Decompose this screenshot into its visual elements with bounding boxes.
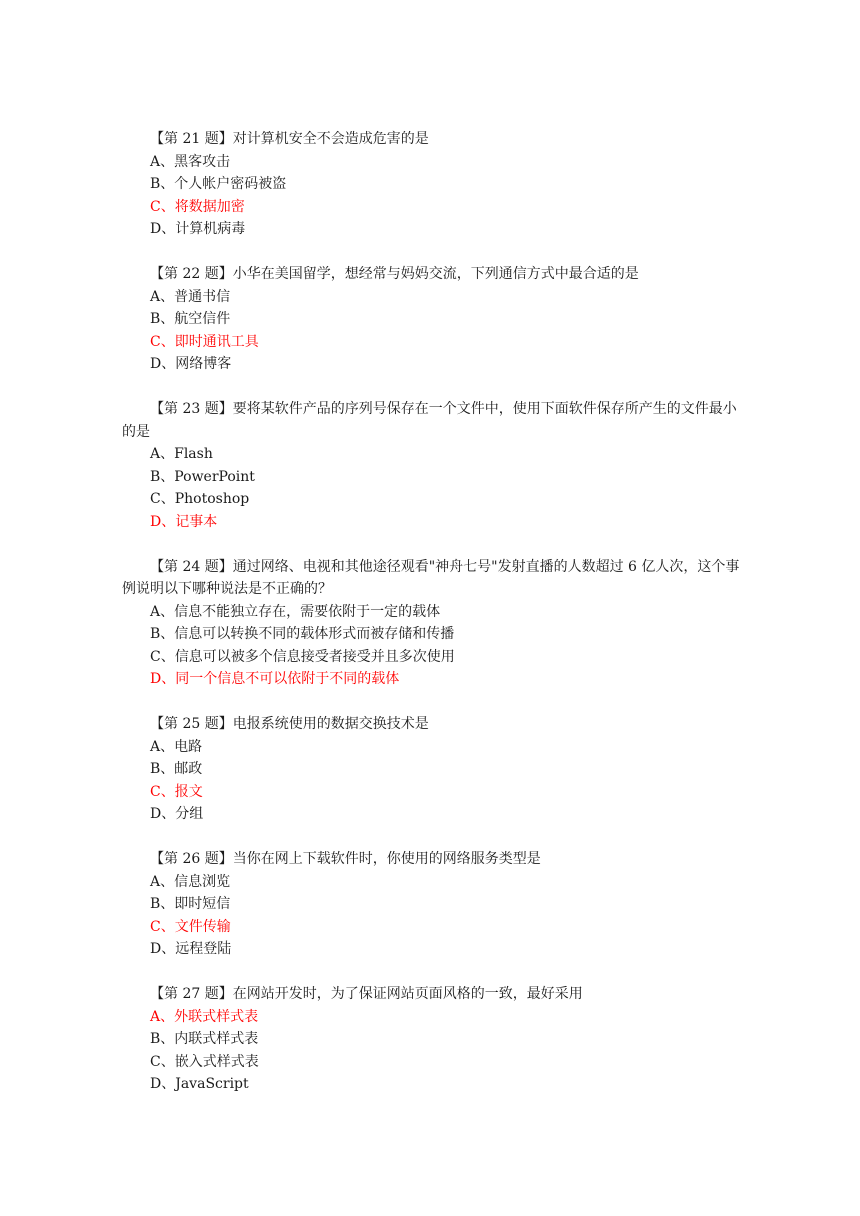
option-b: B、航空信件 — [150, 311, 231, 328]
option-a: A、Flash — [150, 446, 213, 463]
option-c: C、报文 — [150, 783, 203, 800]
question-list — [122, 128, 742, 1118]
option-c: C、文件传输 — [150, 918, 231, 935]
option-b: B、信息可以转换不同的载体形式而被存储和传播 — [150, 626, 455, 643]
question-21 — [122, 128, 742, 241]
question-stem: 【第 23 题】要将某软件产品的序列号保存在一个文件中，使用下面软件保存所产生的文件最小的是 — [122, 400, 737, 440]
question-23 — [122, 398, 742, 534]
option-a: A、普通书信 — [150, 288, 231, 305]
option-a: A、黑客攻击 — [150, 153, 231, 170]
question-22 — [122, 263, 742, 376]
question-stem: 【第 21 题】对计算机安全不会造成危害的是 — [150, 131, 429, 147]
option-d: D、记事本 — [150, 513, 218, 530]
question-25 — [122, 713, 742, 826]
question-27 — [122, 983, 742, 1096]
option-d: D、分组 — [150, 806, 204, 823]
option-c: C、即时通讯工具 — [150, 333, 259, 350]
option-d: D、远程登陆 — [150, 941, 232, 958]
option-c: C、信息可以被多个信息接受者接受并且多次使用 — [150, 648, 455, 665]
option-b: B、邮政 — [150, 761, 203, 778]
option-c: C、嵌入式样式表 — [150, 1053, 259, 1070]
option-c: C、将数据加密 — [150, 198, 245, 215]
option-a: A、信息浏览 — [150, 873, 231, 890]
question-stem: 【第 27 题】在网站开发时，为了保证网站页面风格的一致，最好采用 — [150, 986, 583, 1002]
option-b: B、个人帐户密码被盗 — [150, 176, 287, 193]
question-stem: 【第 24 题】通过网络、电视和其他途径观看"神舟七号"发射直播的人数超过 6 亿人次，这个事例说明以下哪种说法是不正确的？ — [122, 558, 740, 598]
option-d: D、计算机病毒 — [150, 221, 246, 238]
option-a: A、外联式样式表 — [150, 1008, 259, 1025]
question-stem: 【第 22 题】小华在美国留学，想经常与妈妈交流，下列通信方式中最合适的是 — [150, 265, 639, 282]
question-stem: 【第 26 题】当你在网上下载软件时，你使用的网络服务类型是 — [150, 851, 541, 868]
option-b: B、内联式样式表 — [150, 1031, 259, 1048]
option-d: D、网络博客 — [150, 356, 232, 373]
question-24 — [122, 556, 742, 692]
option-a: A、电路 — [150, 738, 203, 755]
option-c: C、Photoshop — [150, 491, 250, 508]
option-a: A、信息不能独立存在，需要依附于一定的载体 — [150, 603, 441, 620]
option-d: D、同一个信息不可以依附于不同的载体 — [150, 671, 400, 688]
option-b: B、PowerPoint — [150, 468, 255, 485]
question-26 — [122, 848, 742, 961]
question-stem: 【第 25 题】电报系统使用的数据交换技术是 — [150, 716, 429, 733]
option-d: D、JavaScript — [150, 1076, 249, 1093]
option-b: B、即时短信 — [150, 896, 231, 913]
